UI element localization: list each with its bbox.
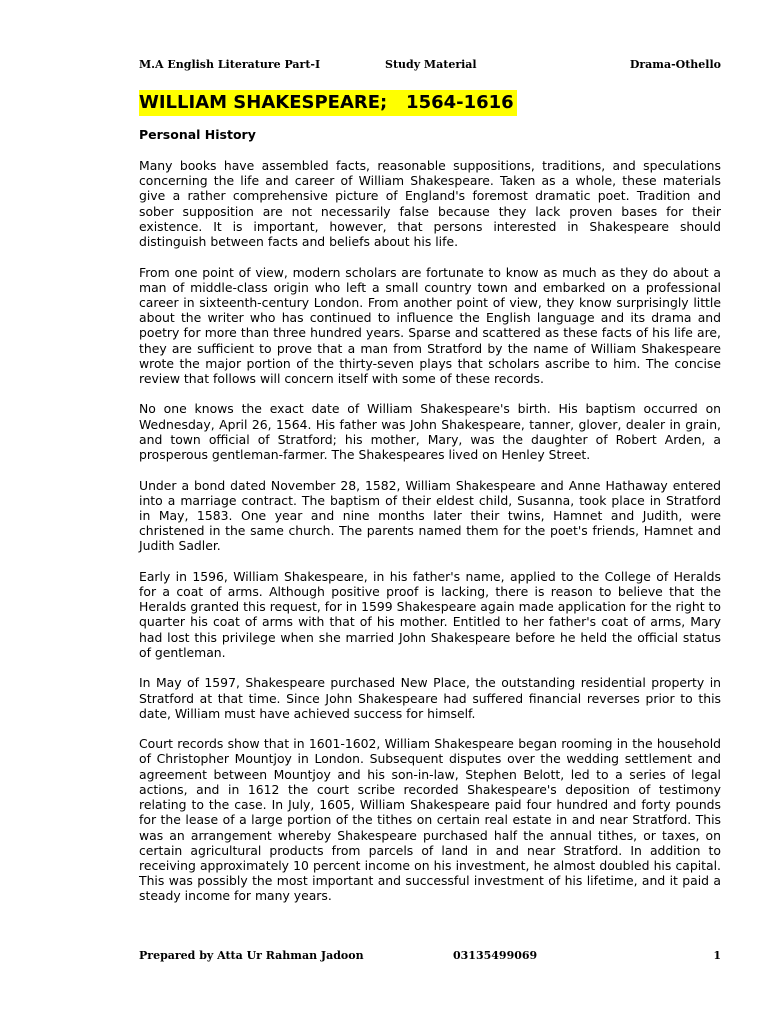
paragraph: In May of 1597, Shakespeare purchased New Place, the outstanding residential property in Stratford at that time. Since John Shakespeare had suffered financial reverses prior to this date, William must have achieved success for himself. xyxy=(139,675,721,721)
paragraph: From one point of view, modern scholars are fortunate to know as much as they do about a man of middle-class origin who left a small country town and embarked on a professional career in sixteenth-century London. From another point of view, they know surprisingly little about the writer who has continued to influence the English language and its drama and poetry for more than three hundred years. Sparse and scattered as these facts of his life are, they are sufficient to prove that a man from Stratford by the name of William Shakespeare wrote the major portion of the thirty-seven plays that scholars ascribe to him. The concise review that follows will concern itself with some of these records. xyxy=(139,264,721,386)
page-number: 1 xyxy=(713,949,721,962)
page-header xyxy=(139,58,721,76)
header-course: M.A English Literature Part-I xyxy=(139,58,321,71)
page-footer xyxy=(139,949,721,967)
paragraph: Court records show that in 1601-1602, William Shakespeare began rooming in the household of Christopher Mountjoy in London. Subsequent disputes over the wedding settlement and agreement between Mountjoy and his son-in-law, Stephen Belott, led to a series of legal actions, and in 1612 the court scribe recorded Shakespeare's deposition of testimony relating to the case. In July, 1605, William Shakespeare paid four hundred and forty pounds for the lease of a large portion of the tithes on certain real estate in and near Stratford. This was an arrangement whereby Shakespeare purchased half the annual tithes, or taxes, on certain agricultural products from parcels of land in and near Stratford. In addition to receiving approximately 10 percent income on his investment, he almost doubled his capital. This was possibly the most important and successful investment of his lifetime, and it paid a steady income for many years. xyxy=(139,736,721,904)
paragraph: Early in 1596, William Shakespeare, in his father's name, applied to the College of Heralds for a coat of arms. Although positive proof is lacking, there is reason to believe that the Heralds granted this request, for in 1599 Shakespeare again made application for the right to quarter his coat of arms with that of his mother. Entitled to her father's coat of arms, Mary had lost this privilege when she married John Shakespeare before he held the official status of gentleman. xyxy=(139,568,721,660)
footer-phone: 03135499069 xyxy=(453,949,538,962)
section-heading: Personal History xyxy=(139,127,256,142)
document-title: WILLIAM SHAKESPEARE; 1564-1616 xyxy=(139,90,517,116)
paragraph: Many books have assembled facts, reasonable suppositions, traditions, and speculations concerning the life and career of William Shakespeare. Taken as a whole, these materials give a rather comprehensive picture of England's foremost dramatic poet. Tradition and sober supposition are not necessarily false because they lack proven bases for their existence. It is important, however, that persons interested in Shakespeare should distinguish between facts and beliefs about his life. xyxy=(139,158,721,250)
paragraph: No one knows the exact date of William Shakespeare's birth. His baptism occurred on Wednesday, April 26, 1564. His father was John Shakespeare, tanner, glover, dealer in grain, and town official of Stratford; his mother, Mary, was the daughter of Robert Arden, a prosperous gentleman-farmer. The Shakespeares lived on Henley Street. xyxy=(139,401,721,463)
header-material-type: Study Material xyxy=(385,58,477,71)
body-text xyxy=(139,158,721,919)
paragraph: Under a bond dated November 28, 1582, William Shakespeare and Anne Hathaway entered into a marriage contract. The baptism of their eldest child, Susanna, took place in Stratford in May, 1583. One year and nine months later their twins, Hamnet and Judith, were christened in the same church. The parents named them for the poet's friends, Hamnet and Judith Sadler. xyxy=(139,477,721,554)
footer-author: Prepared by Atta Ur Rahman Jadoon xyxy=(139,949,364,962)
header-topic: Drama-Othello xyxy=(629,58,721,71)
